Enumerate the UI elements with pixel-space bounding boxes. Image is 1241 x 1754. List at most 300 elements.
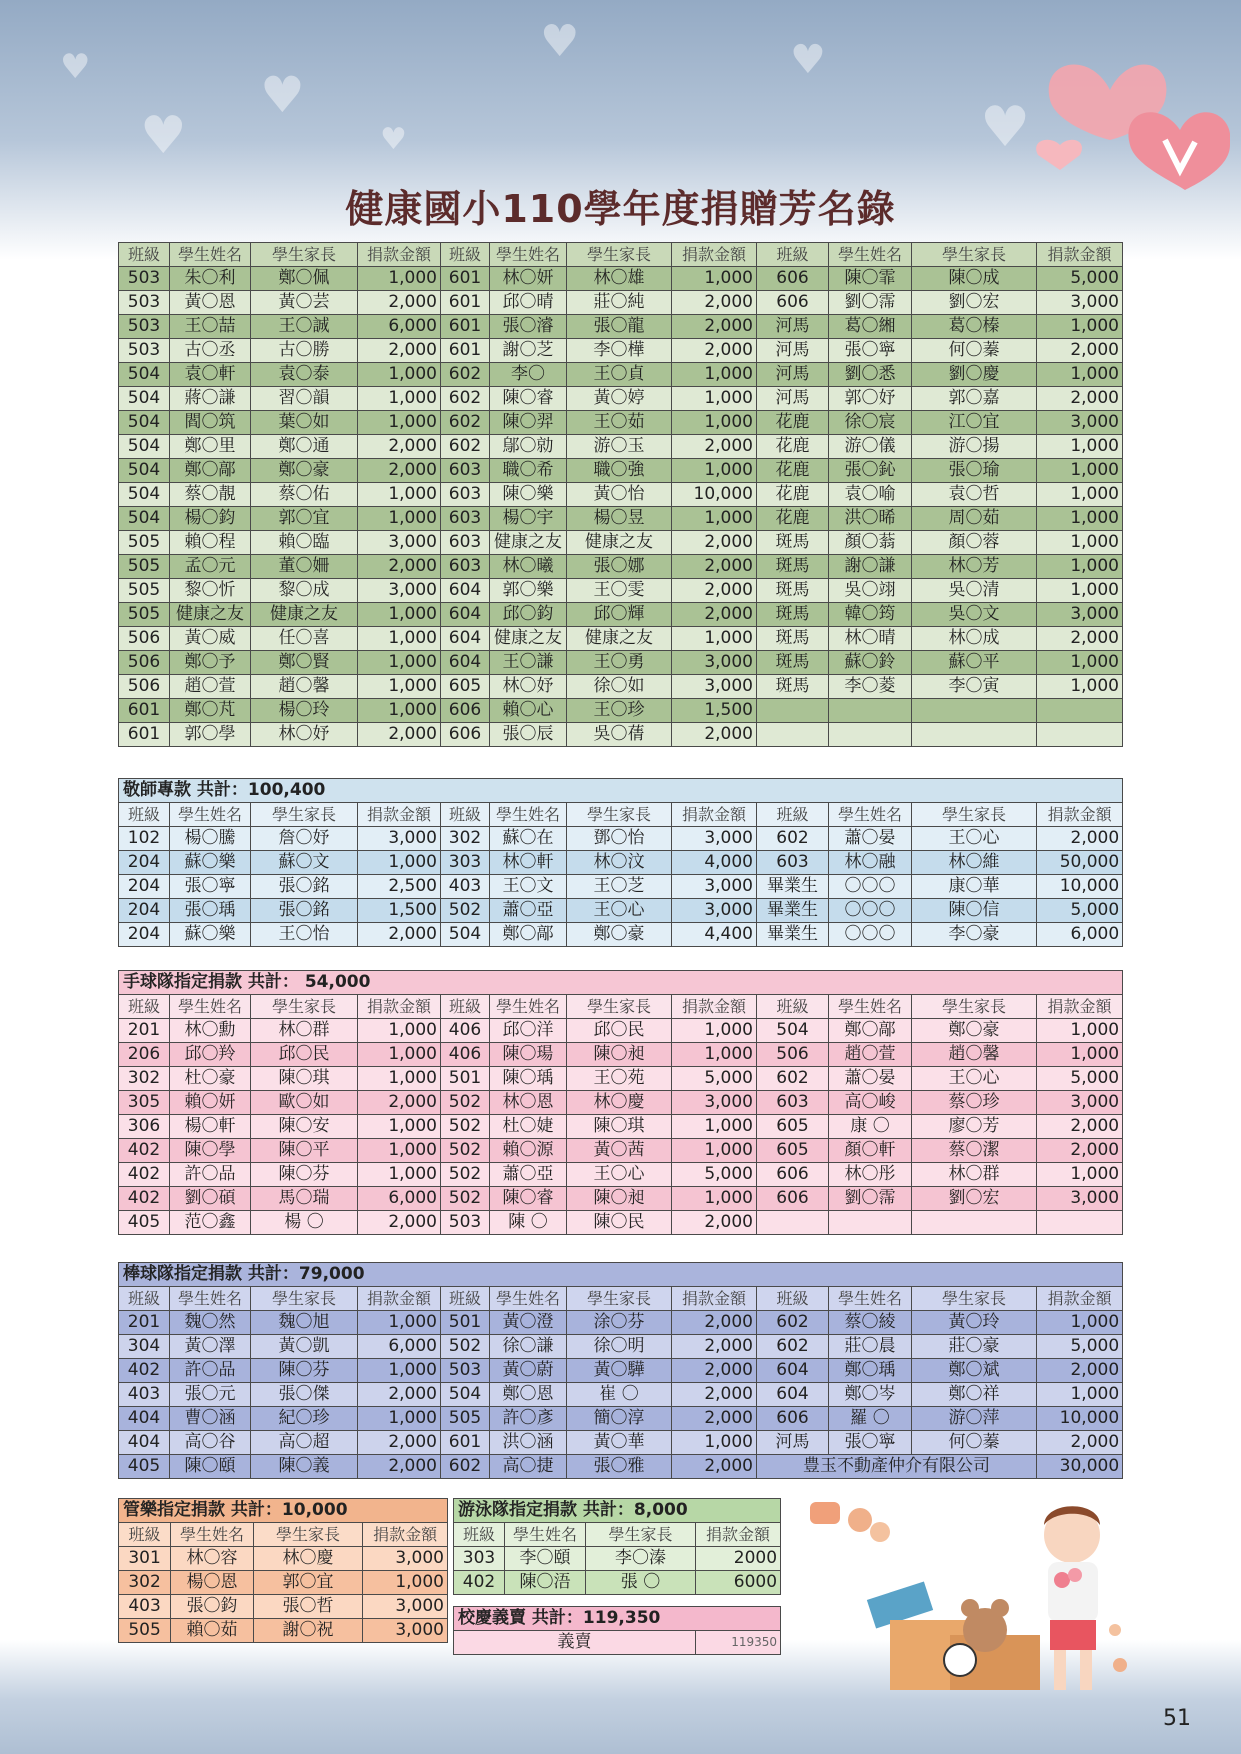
table-cell: 花鹿	[757, 411, 829, 435]
column-header: 學生家長	[912, 803, 1037, 827]
table-cell: 陳〇義	[251, 1455, 358, 1479]
table-cell: 楊 〇	[251, 1211, 358, 1235]
table-cell: 502	[441, 1163, 490, 1187]
table-cell: 高〇谷	[170, 1431, 251, 1455]
table-cell: 陳〇樂	[490, 483, 567, 507]
amount-cell: 6,000	[358, 1187, 441, 1211]
table-cell: 康〇華	[912, 875, 1037, 899]
table-row	[119, 1595, 448, 1619]
amount-cell: 2,000	[672, 1407, 757, 1431]
amount-cell: 1,000	[1037, 507, 1123, 531]
amount-cell: 1,000	[672, 507, 757, 531]
column-header: 捐款金額	[672, 243, 757, 267]
table-cell: 陳〇學	[170, 1139, 251, 1163]
table-cell: 黃〇華	[567, 1431, 672, 1455]
table-cell: 李〇	[490, 363, 567, 387]
amount-cell: 1,000	[358, 1407, 441, 1431]
table-cell: 張〇傑	[251, 1383, 358, 1407]
column-header: 捐款金額	[358, 1287, 441, 1311]
table-cell: 王〇謙	[490, 651, 567, 675]
column-header: 學生姓名	[505, 1523, 586, 1547]
column-header: 捐款金額	[672, 995, 757, 1019]
table-cell: 顏〇蓉	[912, 531, 1037, 555]
table-cell: 204	[119, 899, 170, 923]
table-cell: 602	[441, 435, 490, 459]
table-row	[119, 1455, 1123, 1479]
table-cell: 徐〇宸	[829, 411, 912, 435]
table-cell: 302	[119, 1067, 170, 1091]
table-row	[119, 483, 1123, 507]
table-cell: 杜〇豪	[170, 1067, 251, 1091]
table-cell: 賴〇源	[490, 1139, 567, 1163]
amount-cell: 3,000	[358, 827, 441, 851]
table-cell: 陳〇民	[567, 1211, 672, 1235]
heart-icon: ♥	[60, 47, 91, 87]
table-cell: 鄭〇佩	[251, 267, 358, 291]
table-cell: 506	[119, 651, 170, 675]
column-header: 學生家長	[253, 1523, 362, 1547]
baseball-fund-table	[118, 1262, 1123, 1479]
column-header: 班級	[119, 1523, 171, 1547]
amount-cell: 6000	[696, 1571, 781, 1595]
table-cell: 郭〇宜	[251, 507, 358, 531]
table-cell: 206	[119, 1043, 170, 1067]
table-cell: 503	[441, 1211, 490, 1235]
amount-cell: 2,000	[672, 555, 757, 579]
column-header: 班級	[119, 803, 170, 827]
table-cell: 陳〇瑒	[490, 1043, 567, 1067]
table-cell: 王〇誠	[251, 315, 358, 339]
column-header: 學生姓名	[490, 1287, 567, 1311]
table-cell: 畢業生	[757, 923, 829, 947]
table-cell: 郭〇學	[170, 723, 251, 747]
table-cell: 陳〇頤	[170, 1455, 251, 1479]
table-cell: 306	[119, 1115, 170, 1139]
amount-cell: 1,000	[1037, 483, 1123, 507]
amount-cell: 1,000	[1037, 1311, 1123, 1335]
table-cell: 花鹿	[757, 459, 829, 483]
table-row	[119, 699, 1123, 723]
amount-cell: 2,000	[358, 723, 441, 747]
table-cell: 201	[119, 1019, 170, 1043]
table-cell: 502	[441, 899, 490, 923]
table-cell: 邱〇晴	[490, 291, 567, 315]
amount-cell: 1,000	[672, 1019, 757, 1043]
table-row	[119, 923, 1123, 947]
table-row	[119, 1115, 1123, 1139]
amount-cell: 2,000	[1037, 1115, 1123, 1139]
amount-cell: 2,000	[358, 339, 441, 363]
amount-cell: 1,000	[1037, 315, 1123, 339]
table-cell: 陳〇睿	[490, 1187, 567, 1211]
table-row	[119, 651, 1123, 675]
table-cell: 蕭〇晏	[829, 1067, 912, 1091]
table-cell: 蔡〇綾	[829, 1311, 912, 1335]
amount-cell: 3,000	[672, 675, 757, 699]
column-header: 學生姓名	[490, 995, 567, 1019]
amount-cell: 1,500	[358, 899, 441, 923]
amount-cell: 2,000	[358, 291, 441, 315]
amount-cell: 5,000	[1037, 1067, 1123, 1091]
amount-cell: 1,000	[1037, 1019, 1123, 1043]
table-row	[119, 875, 1123, 899]
amount-cell: 3,000	[1037, 411, 1123, 435]
table-cell: 劉〇宏	[912, 291, 1037, 315]
amount-cell: 1,000	[1037, 435, 1123, 459]
table-cell: 賴〇妍	[170, 1091, 251, 1115]
table-cell: 林〇妤	[490, 675, 567, 699]
table-cell: 陳〇芬	[251, 1163, 358, 1187]
table-cell: 504	[119, 411, 170, 435]
column-header: 學生家長	[567, 243, 672, 267]
table-cell: 鄭〇里	[170, 435, 251, 459]
amount-cell: 2,000	[358, 555, 441, 579]
amount-cell: 3,000	[672, 827, 757, 851]
amount-cell: 1,000	[672, 1139, 757, 1163]
table-cell: 袁〇軒	[170, 363, 251, 387]
table-cell: 廖〇芳	[912, 1115, 1037, 1139]
table-cell: 郭〇嘉	[912, 387, 1037, 411]
table-row	[119, 1407, 1123, 1431]
table-cell: 鄭〇予	[170, 651, 251, 675]
column-header: 學生姓名	[490, 243, 567, 267]
table-cell: 鄭〇賢	[251, 651, 358, 675]
table-cell: 顏〇蓊	[829, 531, 912, 555]
table-cell: 張〇瑜	[912, 459, 1037, 483]
charity-caption: 校慶義賣 共計：119,350	[454, 1607, 781, 1631]
table-cell: 袁〇泰	[251, 363, 358, 387]
table-cell: 502	[441, 1115, 490, 1139]
table-cell: 606	[757, 1187, 829, 1211]
table-cell: 陳〇安	[251, 1115, 358, 1139]
table-cell: 302	[119, 1571, 171, 1595]
table-cell: 601	[441, 267, 490, 291]
amount-cell: 10,000	[1037, 875, 1123, 899]
charity-sale-table	[453, 1606, 781, 1655]
table-cell: 王〇貞	[567, 363, 672, 387]
table-row	[119, 1311, 1123, 1335]
table-cell: 杜〇婕	[490, 1115, 567, 1139]
table-cell	[912, 1211, 1037, 1235]
table-cell: 406	[441, 1043, 490, 1067]
amount-cell: 1,000	[672, 627, 757, 651]
column-header: 學生姓名	[171, 1523, 254, 1547]
table-cell: 張〇寧	[829, 339, 912, 363]
table-cell: 蔡〇珍	[912, 1091, 1037, 1115]
table-row	[119, 1431, 1123, 1455]
table-cell: 健康之友	[251, 603, 358, 627]
column-header: 學生家長	[567, 995, 672, 1019]
amount-cell: 2,000	[358, 1455, 441, 1479]
table-cell: 賴〇臨	[251, 531, 358, 555]
table-cell: 陳〇成	[912, 267, 1037, 291]
sponsor-amount: 30,000	[1037, 1455, 1123, 1479]
table-row	[119, 531, 1123, 555]
table-row	[119, 1043, 1123, 1067]
table-cell: 劉〇悉	[829, 363, 912, 387]
table-cell: 林〇恩	[490, 1091, 567, 1115]
table-cell: 李〇菱	[829, 675, 912, 699]
table-cell: 王〇心	[567, 1163, 672, 1187]
header-row	[454, 1523, 781, 1547]
table-cell: 許〇彥	[490, 1407, 567, 1431]
table-cell: 古〇丞	[170, 339, 251, 363]
amount-cell: 3,000	[1037, 603, 1123, 627]
amount-cell: 1,000	[358, 651, 441, 675]
amount-cell: 1,000	[358, 363, 441, 387]
amount-cell	[1037, 1211, 1123, 1235]
table-cell: 河馬	[757, 387, 829, 411]
amount-cell: 1,000	[672, 363, 757, 387]
amount-cell: 2,000	[672, 1311, 757, 1335]
table-cell: 黃〇怡	[567, 483, 672, 507]
table-cell: 花鹿	[757, 435, 829, 459]
table-row	[119, 603, 1123, 627]
amount-cell: 2,500	[358, 875, 441, 899]
amount-cell: 2,000	[1037, 627, 1123, 651]
amount-cell: 1,000	[358, 1043, 441, 1067]
table-cell: 王〇怡	[251, 923, 358, 947]
table-cell: 任〇喜	[251, 627, 358, 651]
table-cell: 林〇汶	[567, 851, 672, 875]
amount-cell: 2,000	[672, 579, 757, 603]
table-cell: 鄭〇豪	[567, 923, 672, 947]
table-cell: 王〇雯	[567, 579, 672, 603]
heart-icon: ♥	[790, 37, 826, 83]
table-cell: 范〇鑫	[170, 1211, 251, 1235]
column-header: 捐款金額	[696, 1523, 781, 1547]
column-header: 捐款金額	[358, 803, 441, 827]
table-cell: 劉〇霈	[829, 1187, 912, 1211]
amount-cell: 1,000	[358, 1115, 441, 1139]
table-cell: 河馬	[757, 339, 829, 363]
table-cell: 黎〇成	[251, 579, 358, 603]
teacher-fund-table	[118, 778, 1123, 947]
table-cell: 劉〇碩	[170, 1187, 251, 1211]
table-cell: 賴〇茹	[171, 1619, 254, 1643]
column-header: 學生姓名	[829, 995, 912, 1019]
amount-cell: 2,000	[1037, 1139, 1123, 1163]
amount-cell: 2,000	[1037, 1431, 1123, 1455]
table-cell: 402	[119, 1187, 170, 1211]
table-row	[119, 1359, 1123, 1383]
amount-cell: 2,000	[358, 1383, 441, 1407]
table-cell: 花鹿	[757, 483, 829, 507]
amount-cell: 5,000	[672, 1163, 757, 1187]
column-header: 捐款金額	[672, 1287, 757, 1311]
table-row	[119, 827, 1123, 851]
amount-cell: 3,000	[358, 579, 441, 603]
table-cell: 林〇成	[912, 627, 1037, 651]
table-cell: 閻〇筑	[170, 411, 251, 435]
table-cell: 花鹿	[757, 507, 829, 531]
heart-icon: ♥	[540, 16, 580, 67]
table-cell: 楊〇鈞	[170, 507, 251, 531]
table-row	[119, 435, 1123, 459]
table-cell	[757, 699, 829, 723]
amount-cell: 1,000	[1037, 555, 1123, 579]
table-cell: 高〇超	[251, 1431, 358, 1455]
table-cell: 莊〇純	[567, 291, 672, 315]
table-cell: 606	[441, 699, 490, 723]
table-cell: 林〇勳	[170, 1019, 251, 1043]
table-cell: 林〇晴	[829, 627, 912, 651]
column-header: 班級	[119, 1287, 170, 1311]
amount-cell: 2,000	[672, 1211, 757, 1235]
amount-cell: 6,000	[358, 315, 441, 339]
table-cell: 601	[441, 291, 490, 315]
table-cell: 605	[441, 675, 490, 699]
table-cell: 高〇峻	[829, 1091, 912, 1115]
table-row	[454, 1547, 781, 1571]
table-row	[119, 507, 1123, 531]
amount-cell: 1,000	[672, 387, 757, 411]
table-cell: 黃〇威	[170, 627, 251, 651]
amount-cell: 3,000	[363, 1595, 448, 1619]
amount-cell: 5,000	[672, 1067, 757, 1091]
table-row	[119, 851, 1123, 875]
table-cell: 603	[441, 531, 490, 555]
amount-cell: 1,000	[358, 851, 441, 875]
table-cell: 503	[119, 291, 170, 315]
column-header: 班級	[441, 1287, 490, 1311]
amount-cell: 3,000	[1037, 291, 1123, 315]
amount-cell: 10,000	[1037, 1407, 1123, 1431]
table-row	[119, 1139, 1123, 1163]
heart-icon: ♥	[980, 95, 1031, 160]
table-cell: 蕭〇亞	[490, 1163, 567, 1187]
table-cell: 鄭〇豪	[251, 459, 358, 483]
table-cell: 504	[441, 1383, 490, 1407]
amount-cell: 1,000	[358, 699, 441, 723]
column-header: 學生姓名	[829, 243, 912, 267]
page-title: 健康國小110學年度捐贈芳名錄	[345, 187, 896, 231]
column-header: 班級	[757, 995, 829, 1019]
header-row	[119, 803, 1123, 827]
section-caption: 棒球隊指定捐款 共計：79,000	[119, 1263, 1123, 1287]
table-cell: 高〇捷	[490, 1455, 567, 1479]
table-cell: 201	[119, 1311, 170, 1335]
table-cell: 莊〇豪	[912, 1335, 1037, 1359]
amount-cell: 2,000	[672, 603, 757, 627]
table-row	[119, 1091, 1123, 1115]
table-cell: 林〇群	[912, 1163, 1037, 1187]
table-cell: 鄭〇芃	[170, 699, 251, 723]
table-cell: 吳〇蒨	[567, 723, 672, 747]
amount-cell: 1,000	[358, 1139, 441, 1163]
column-header: 捐款金額	[1037, 243, 1123, 267]
amount-cell: 4,400	[672, 923, 757, 947]
table-cell: 506	[757, 1043, 829, 1067]
table-cell: 403	[119, 1595, 171, 1619]
table-row	[119, 339, 1123, 363]
table-row	[119, 627, 1123, 651]
table-cell: 周〇茹	[912, 507, 1037, 531]
table-cell: 趙〇馨	[251, 675, 358, 699]
header-row	[119, 243, 1123, 267]
table-cell: 606	[757, 267, 829, 291]
table-cell: 謝〇祝	[253, 1619, 362, 1643]
section-caption: 手球隊指定捐款 共計： 54,000	[119, 971, 1123, 995]
child-donation-illustration	[800, 1480, 1140, 1700]
table-cell: 張〇鈞	[171, 1595, 254, 1619]
header-row	[119, 1523, 448, 1547]
table-cell: 古〇勝	[251, 339, 358, 363]
table-cell: 黃〇澄	[490, 1311, 567, 1335]
table-cell: 韓〇筠	[829, 603, 912, 627]
amount-cell: 2,000	[672, 291, 757, 315]
table-cell: 畢業生	[757, 875, 829, 899]
table-cell: 602	[441, 387, 490, 411]
table-cell: 游〇玉	[567, 435, 672, 459]
table-cell: 陳〇羿	[490, 411, 567, 435]
table-cell: 許〇品	[170, 1163, 251, 1187]
table-cell: 吳〇翊	[829, 579, 912, 603]
table-cell: 鄭〇通	[251, 435, 358, 459]
column-header: 學生姓名	[170, 995, 251, 1019]
column-header: 班級	[454, 1523, 505, 1547]
table-cell: 習〇韻	[251, 387, 358, 411]
amount-cell: 2,000	[358, 435, 441, 459]
table-cell: 603	[441, 555, 490, 579]
table-cell: 邱〇民	[251, 1043, 358, 1067]
column-header: 學生家長	[586, 1523, 696, 1547]
table-cell: 王〇茹	[567, 411, 672, 435]
table-cell: 邱〇洋	[490, 1019, 567, 1043]
table-cell: 黃〇驊	[567, 1359, 672, 1383]
table-row	[119, 411, 1123, 435]
table-cell: 歐〇如	[251, 1091, 358, 1115]
table-cell: 楊〇騰	[170, 827, 251, 851]
amount-cell: 1,000	[358, 267, 441, 291]
table-cell: 503	[441, 1359, 490, 1383]
table-cell: 504	[757, 1019, 829, 1043]
table-cell: 404	[119, 1407, 170, 1431]
table-cell: 邱〇鈞	[490, 603, 567, 627]
table-cell: 302	[441, 827, 490, 851]
amount-cell: 1,000	[1037, 1383, 1123, 1407]
table-cell: 王〇芝	[567, 875, 672, 899]
table-cell: 張〇寧	[829, 1431, 912, 1455]
table-cell: 涂〇芬	[567, 1311, 672, 1335]
table-cell: 健康之友	[567, 531, 672, 555]
main-donation-table	[118, 242, 1123, 747]
table-row	[119, 899, 1123, 923]
amount-cell: 1,000	[358, 1163, 441, 1187]
table-row	[119, 1383, 1123, 1407]
amount-cell: 1,000	[1037, 1043, 1123, 1067]
column-header: 捐款金額	[1037, 1287, 1123, 1311]
table-cell: 蘇〇文	[251, 851, 358, 875]
amount-cell: 1,000	[1037, 675, 1123, 699]
table-cell: 張〇鈊	[829, 459, 912, 483]
table-cell: 張〇元	[170, 1383, 251, 1407]
table-cell: 黃〇婷	[567, 387, 672, 411]
table-cell: 康 〇	[829, 1115, 912, 1139]
column-header: 學生家長	[251, 243, 358, 267]
table-cell: 孟〇元	[170, 555, 251, 579]
table-cell: 〇〇〇	[829, 875, 912, 899]
table-cell: 葛〇榛	[912, 315, 1037, 339]
table-cell: 王〇心	[912, 827, 1037, 851]
table-cell: 陳〇平	[251, 1139, 358, 1163]
amount-cell: 2,000	[358, 923, 441, 947]
amount-cell: 1,000	[672, 1115, 757, 1139]
table-cell: 603	[757, 1091, 829, 1115]
amount-cell: 3,000	[672, 899, 757, 923]
table-cell: 蘇〇樂	[170, 923, 251, 947]
table-cell: 吳〇清	[912, 579, 1037, 603]
